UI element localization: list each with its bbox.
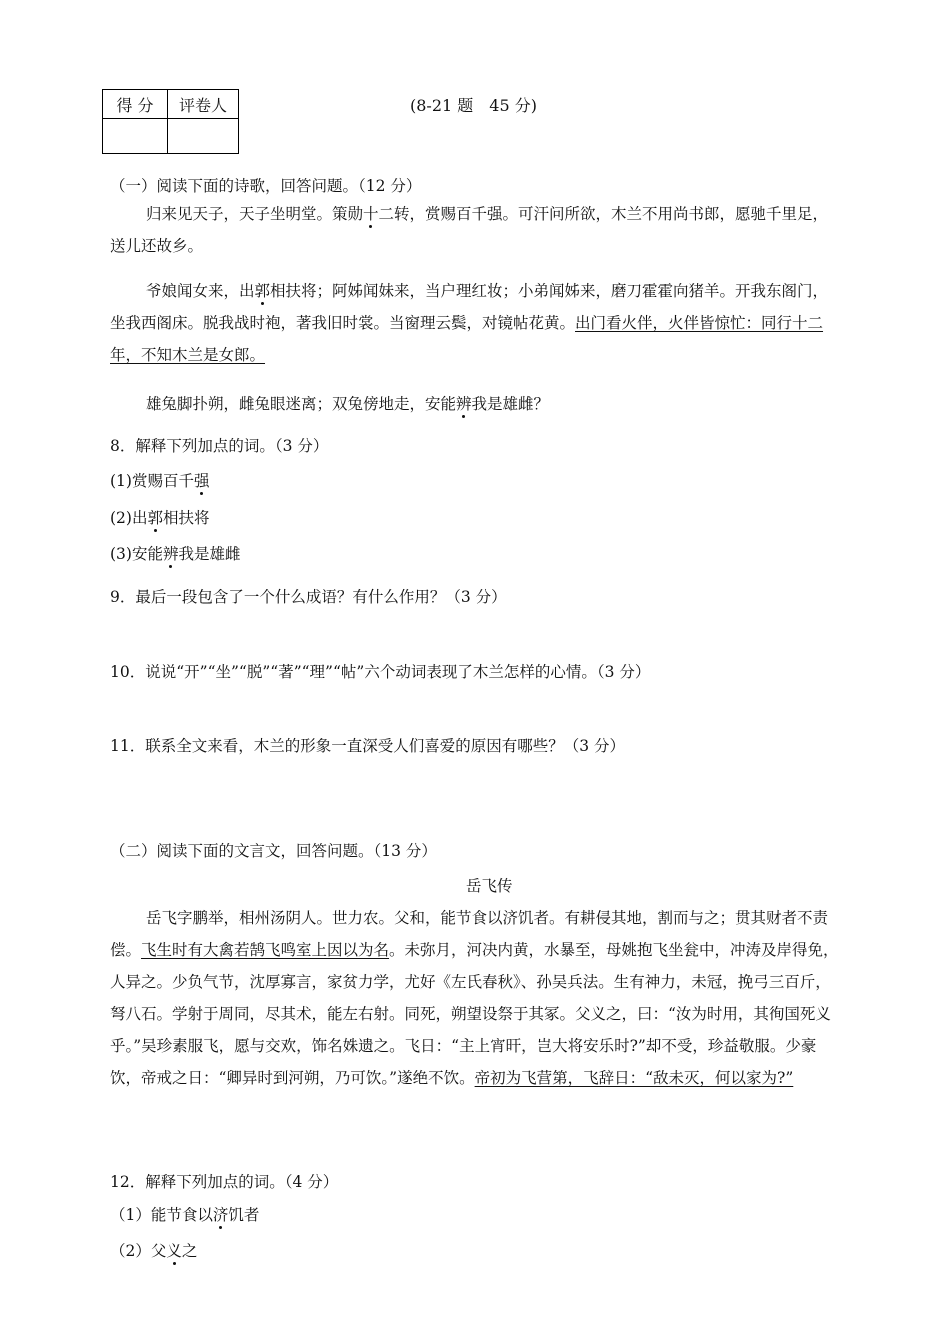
question-10: 10．说说“开”“坐”“脱”“著”“理”“帖”六个动词表现了木兰怎样的心情。（3 分） — [110, 663, 651, 681]
poem-para-1: 归来见天子，天子坐明堂。策勋十二转，赏赐百千强。可汗问所欲，木兰不用尚书郎，愿驰千里足，送儿还故乡。 — [110, 205, 829, 255]
dotted-char: 强 — [193, 472, 210, 490]
passage-title: 岳飞传 — [466, 877, 513, 895]
question-8-item-2: (2)出郭相扶将 — [110, 509, 210, 527]
underlined-sentence: 帝初为飞营第，飞辞日：“敌未灭，何以家为?” — [474, 1069, 794, 1087]
question-12-item-2: （2）父义之 — [110, 1242, 198, 1260]
question-12: 12．解释下列加点的词。（4 分） — [110, 1173, 339, 1191]
grader-header: 评卷人 — [168, 90, 239, 119]
score-cell[interactable] — [103, 119, 168, 154]
dotted-char: 郭 — [254, 282, 271, 300]
question-8-item-3: (3)安能辨我是雄雌 — [110, 545, 241, 563]
part2-intro: （二）阅读下面的文言文，回答问题。（13 分） — [110, 842, 437, 860]
question-11: 11．联系全文来看，木兰的形象一直深受人们喜爱的原因有哪些？（3 分） — [110, 737, 626, 755]
dotted-char: 辨 — [456, 395, 472, 413]
underlined-sentence: 飞生时有大禽若鹄飞鸣室上因以为名 — [141, 941, 390, 959]
dotted-char: 义 — [166, 1242, 182, 1260]
grader-cell[interactable] — [168, 119, 239, 154]
question-9: 9．最后一段包含了一个什么成语？有什么作用？（3 分） — [110, 588, 507, 606]
prose-passage: 岳飞字鹏举，相州汤阴人。世力农。父和，能节食以济饥者。有耕侵其地，割而与之；贯其财者不责偿。飞生时有大禽若鹄飞鸣室上因以为名。未弥月，河决内黄，水暴至，母姚抱飞坐瓮中，冲涛及岸得免，人异之。少负气节，沈厚寡言，家贫力学，尤好《左氏春秋》、孙吴兵法。生有神力，未冠，挽弓三百斤，弩八石。学射于周同，尽其术，能左右射。同死，朔望设祭于其冢。父义之，曰：“汝为时用，其徇国死义乎。”吴珍素服飞，愿与交欢，饰名姝遗之。飞日：“主上宵旰，岂大将安乐时?”却不受，珍益敬服。少豪饮，帝戒之日：“卿异时到河朔，乃可饮。”遂绝不饮。帝初为飞营第，飞辞日：“敌未灭，何以家为?” — [110, 909, 839, 1087]
section-heading: (8-21 题 45 分) — [410, 96, 537, 115]
score-header: 得 分 — [103, 90, 168, 119]
dotted-char: 郭 — [147, 509, 163, 527]
underlined-sentence: 出门看火伴，火伴皆惊忙：同行十二年，不知木兰是女郎。 — [110, 314, 824, 364]
dotted-char: 十 — [363, 205, 379, 223]
score-table — [102, 89, 239, 154]
question-8-item-1: (1)赏赐百千强 — [110, 472, 210, 490]
question-8: 8．解释下列加点的词。（3 分） — [110, 437, 329, 455]
question-12-item-1: （1）能节食以济饥者 — [110, 1206, 260, 1224]
poem-para-3: 雄兔脚扑朔，雌兔眼迷离；双兔傍地走，安能辨我是雄雌？ — [146, 395, 550, 413]
dotted-char: 辨 — [162, 545, 179, 563]
part1-intro: （一）阅读下面的诗歌，回答问题。（12 分） — [110, 177, 422, 195]
dotted-char: 济 — [212, 1206, 229, 1224]
poem-para-2: 爷娘闻女来，出郭相扶将；阿姊闻妹来，当户理红妆；小弟闻姊来，磨刀霍霍向猪羊。开我东阁门，坐我西阁床。脱我战时袍，著我旧时裳。当窗理云鬓，对镜帖花黄。出门看火伴，火伴皆惊忙：同行十二年，不知木兰是女郎。 — [110, 282, 829, 364]
